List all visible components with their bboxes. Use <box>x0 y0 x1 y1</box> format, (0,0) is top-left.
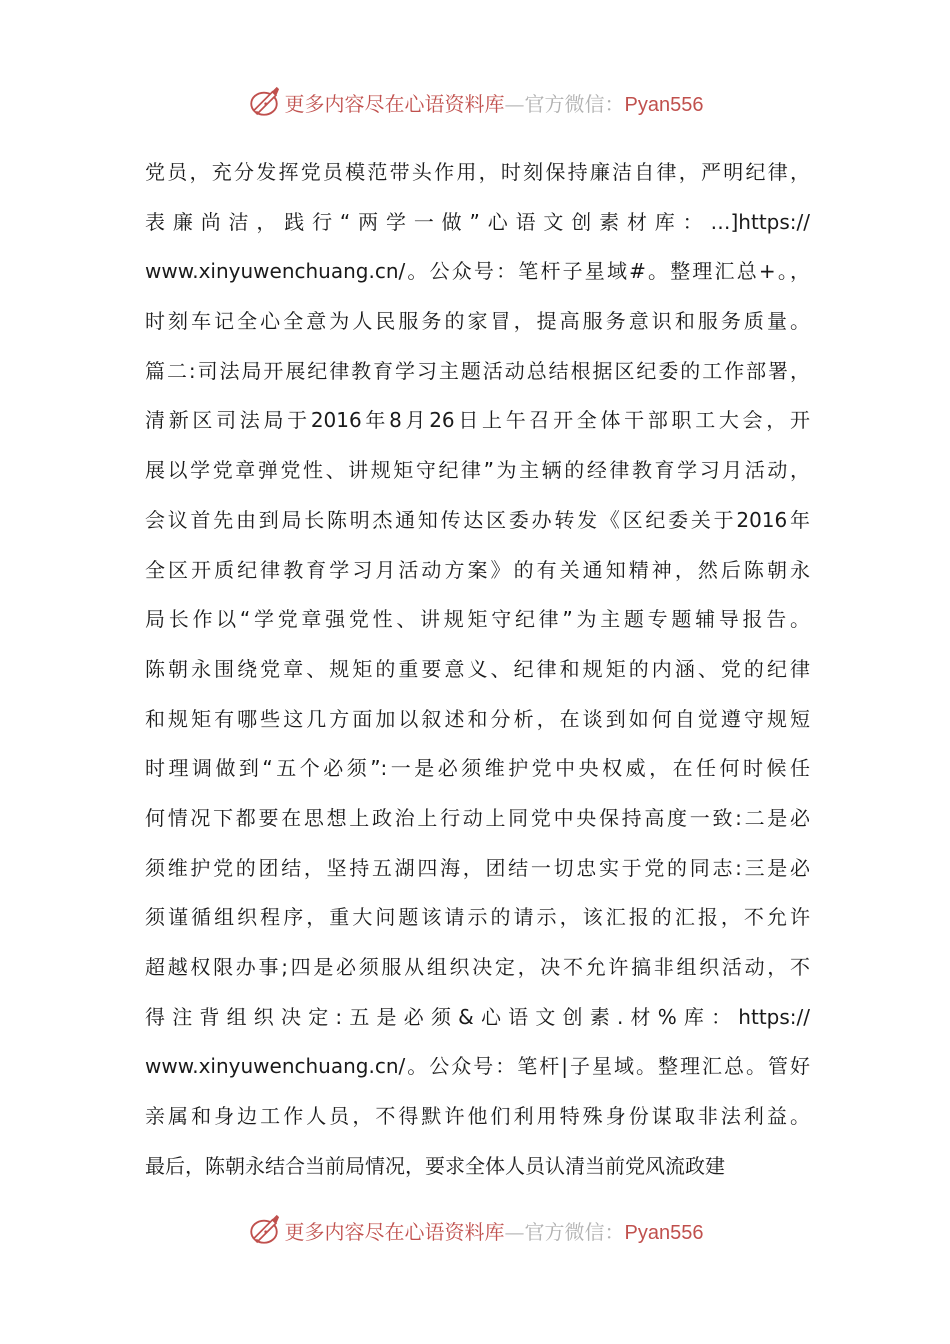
text-line: 时理调做到“五个必须”:一是必须维护党中央权威，在任何时候任 <box>145 756 810 781</box>
text-line: 须谨循组织程序，重大问题该请示的请示，该汇报的汇报，不允许 <box>145 905 810 930</box>
text-line: 党员，充分发挥党员模范带头作用，时刻保持廉洁自律，严明纪律， <box>145 160 810 184</box>
banner-wechat-id: Pyan556 <box>624 93 704 116</box>
text-line: 篇二:司法局开展纪律教育学习主题活动总结根据区纪委的工作部署， <box>145 358 810 383</box>
banner-main-text: 更多内容尽在心语资料库 <box>284 91 505 116</box>
pen-nib-icon <box>247 1213 281 1247</box>
text-line: 清新区司法局于2016年8月26日上午召开全体干部职工大会，开 <box>145 408 810 433</box>
banner-inner <box>247 85 704 119</box>
text-line: 会议首先由到局长陈明杰通知传达区委办转发《区纪委关于2016年 <box>145 507 810 532</box>
text-line: 最后，陈朝永结合当前局情况，要求全体人员认清当前党风流政建 <box>145 1153 725 1178</box>
text-line: 局长作以“学党章强党性、讲规矩守纪律”为主题专题辅导报告。 <box>145 607 810 632</box>
banner-wechat-label: 官方微信： <box>524 1219 625 1244</box>
text-line: 展以学党章弹党性、讲规矩守纪律”为主辆的经律教育学习月活动， <box>145 458 810 483</box>
text-line: 超越权限办事;四是必须服从组织决定，决不允许搞非组织活动，不 <box>145 955 810 979</box>
text-line: www.xinyuwenchuang.cn/。公众号：笔杆|子星域。整理汇总。管好 <box>145 1054 810 1079</box>
text-line: 陈朝永围绕党章、规矩的重要意义、纪律和规矩的内涵、党的纪律 <box>145 656 810 681</box>
banner-text <box>285 1216 704 1245</box>
text-line: www.xinyuwenchuang.cn/。公众号：笔杆子星域#。整理汇总+。， <box>145 259 810 284</box>
pen-nib-icon <box>247 85 281 119</box>
footer-banner <box>0 1210 950 1250</box>
banner-wechat-label: 官方微信： <box>524 91 625 116</box>
document-body <box>145 148 810 1191</box>
banner-text <box>285 88 704 117</box>
banner-separator: — <box>504 91 525 116</box>
banner-inner <box>247 1213 704 1247</box>
banner-main-text: 更多内容尽在心语资料库 <box>284 1219 505 1244</box>
text-line: 得注背组织决定:五是必须&心语文创素.材%库：https:// <box>145 1004 810 1029</box>
header-banner <box>0 82 950 122</box>
text-line: 亲属和身边工作人员，不得默许他们利用特殊身份谋取非法利益。 <box>145 1104 810 1129</box>
text-line: 须维护党的团结，坚持五湖四海，团结一切忠实于党的同志:三是必 <box>145 855 810 880</box>
text-line: 全区开质纪律教育学习月活动方案》的有关通知精神，然后陈朝永 <box>145 557 810 582</box>
banner-separator: — <box>504 1219 525 1244</box>
text-line: 表廉尚洁，践行“两学一做”心语文创素材库：…]https:// <box>145 209 810 234</box>
banner-wechat-id: Pyan556 <box>624 1221 704 1244</box>
text-line: 和规矩有哪些这几方面加以叙述和分析，在谈到如何自觉遵守规短 <box>145 706 810 731</box>
text-line: 何情况下都要在思想上政治上行动上同党中央保持高度一致:二是必 <box>145 805 810 830</box>
text-line: 时刻车记全心全意为人民服务的家冒，提高服务意识和服务质量。 <box>145 309 810 334</box>
